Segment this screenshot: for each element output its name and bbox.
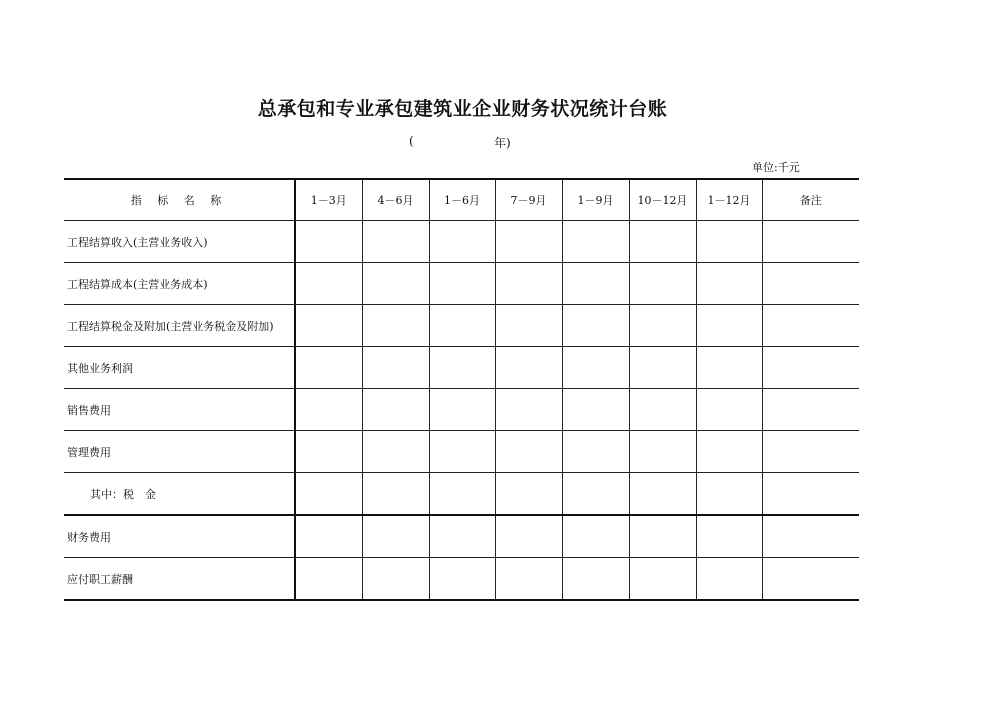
header-remark: 备注 xyxy=(762,179,859,221)
table-cell[interactable] xyxy=(295,473,362,516)
table-cell[interactable] xyxy=(562,389,629,431)
table-cell[interactable] xyxy=(362,515,429,558)
header-period: 7－9月 xyxy=(495,179,562,221)
table-cell[interactable] xyxy=(562,515,629,558)
table-cell[interactable] xyxy=(629,305,696,347)
table-cell[interactable] xyxy=(562,431,629,473)
table-cell[interactable] xyxy=(696,347,762,389)
table-cell[interactable] xyxy=(495,515,562,558)
table-row xyxy=(64,389,859,431)
table-cell[interactable] xyxy=(429,347,495,389)
table-cell[interactable] xyxy=(762,305,859,347)
table-row xyxy=(64,515,859,558)
table-cell[interactable] xyxy=(429,263,495,305)
row-label: 工程结算收入(主营业务收入) xyxy=(64,221,295,263)
table-cell[interactable] xyxy=(629,221,696,263)
table-cell[interactable] xyxy=(762,431,859,473)
header-indicator-name: 指 标 名 称 xyxy=(64,179,295,221)
table-cell[interactable] xyxy=(696,515,762,558)
table-cell[interactable] xyxy=(362,473,429,516)
year-open-paren: ( xyxy=(409,134,414,148)
header-period: 1－9月 xyxy=(562,179,629,221)
table-row xyxy=(64,305,859,347)
header-row xyxy=(64,179,859,221)
table-cell[interactable] xyxy=(495,347,562,389)
header-period: 4－6月 xyxy=(362,179,429,221)
table-cell[interactable] xyxy=(696,263,762,305)
table-row xyxy=(64,431,859,473)
table-cell[interactable] xyxy=(495,221,562,263)
header-period: 1－12月 xyxy=(696,179,762,221)
table-cell[interactable] xyxy=(362,431,429,473)
table-cell[interactable] xyxy=(295,558,362,601)
table-row xyxy=(64,263,859,305)
row-label: 财务费用 xyxy=(64,515,295,558)
table-cell[interactable] xyxy=(696,305,762,347)
table-cell[interactable] xyxy=(562,221,629,263)
table-cell[interactable] xyxy=(429,515,495,558)
table-cell[interactable] xyxy=(495,473,562,516)
table-row xyxy=(64,221,859,263)
table-cell[interactable] xyxy=(295,431,362,473)
table-cell[interactable] xyxy=(495,389,562,431)
table-cell[interactable] xyxy=(362,263,429,305)
table-cell[interactable] xyxy=(429,305,495,347)
table-cell[interactable] xyxy=(696,221,762,263)
table-row xyxy=(64,473,859,516)
unit-label: 单位:千元 xyxy=(752,161,800,174)
table-cell[interactable] xyxy=(429,431,495,473)
table-cell[interactable] xyxy=(495,305,562,347)
row-label: 其中：税 金 xyxy=(64,473,295,516)
year-line xyxy=(0,134,925,152)
row-label: 销售费用 xyxy=(64,389,295,431)
table-cell[interactable] xyxy=(295,389,362,431)
table-cell[interactable] xyxy=(762,558,859,601)
table-cell[interactable] xyxy=(362,221,429,263)
table-cell[interactable] xyxy=(762,221,859,263)
row-label: 管理费用 xyxy=(64,431,295,473)
table-cell[interactable] xyxy=(429,473,495,516)
table-cell[interactable] xyxy=(429,221,495,263)
table-cell[interactable] xyxy=(295,347,362,389)
table-cell[interactable] xyxy=(629,431,696,473)
table-cell[interactable] xyxy=(696,431,762,473)
table-row xyxy=(64,558,859,601)
table-cell[interactable] xyxy=(629,558,696,601)
table-cell[interactable] xyxy=(562,558,629,601)
header-period: 1－3月 xyxy=(295,179,362,221)
row-label: 工程结算成本(主营业务成本) xyxy=(64,263,295,305)
table-cell[interactable] xyxy=(629,473,696,516)
header-period: 10－12月 xyxy=(629,179,696,221)
row-label: 其他业务利润 xyxy=(64,347,295,389)
row-label: 应付职工薪酬 xyxy=(64,558,295,601)
ledger-table xyxy=(64,178,859,601)
table-cell[interactable] xyxy=(562,263,629,305)
table-cell[interactable] xyxy=(362,305,429,347)
table-cell[interactable] xyxy=(629,389,696,431)
table-cell[interactable] xyxy=(762,347,859,389)
table-cell[interactable] xyxy=(295,221,362,263)
table-cell[interactable] xyxy=(762,389,859,431)
row-label: 工程结算税金及附加(主营业务税金及附加) xyxy=(64,305,295,347)
table-cell[interactable] xyxy=(295,263,362,305)
table-cell[interactable] xyxy=(762,263,859,305)
table-cell[interactable] xyxy=(562,473,629,516)
table-cell[interactable] xyxy=(696,558,762,601)
page-title: 总承包和专业承包建筑业企业财务状况统计台账 xyxy=(257,98,668,120)
table-cell[interactable] xyxy=(495,263,562,305)
table-cell[interactable] xyxy=(562,347,629,389)
table-cell[interactable] xyxy=(629,263,696,305)
table-cell[interactable] xyxy=(762,473,859,516)
year-label: 年) xyxy=(494,136,511,150)
table-row xyxy=(64,347,859,389)
header-period: 1－6月 xyxy=(429,179,495,221)
table-cell[interactable] xyxy=(696,473,762,516)
table-cell[interactable] xyxy=(629,515,696,558)
table-cell[interactable] xyxy=(629,347,696,389)
table-cell[interactable] xyxy=(429,389,495,431)
table-cell[interactable] xyxy=(362,347,429,389)
table-cell[interactable] xyxy=(562,305,629,347)
table-cell[interactable] xyxy=(295,305,362,347)
table-cell[interactable] xyxy=(762,515,859,558)
table-cell[interactable] xyxy=(429,558,495,601)
table-cell[interactable] xyxy=(295,515,362,558)
table-cell[interactable] xyxy=(696,389,762,431)
table-cell[interactable] xyxy=(362,558,429,601)
table-cell[interactable] xyxy=(362,389,429,431)
table-cell[interactable] xyxy=(495,431,562,473)
table-cell[interactable] xyxy=(495,558,562,601)
